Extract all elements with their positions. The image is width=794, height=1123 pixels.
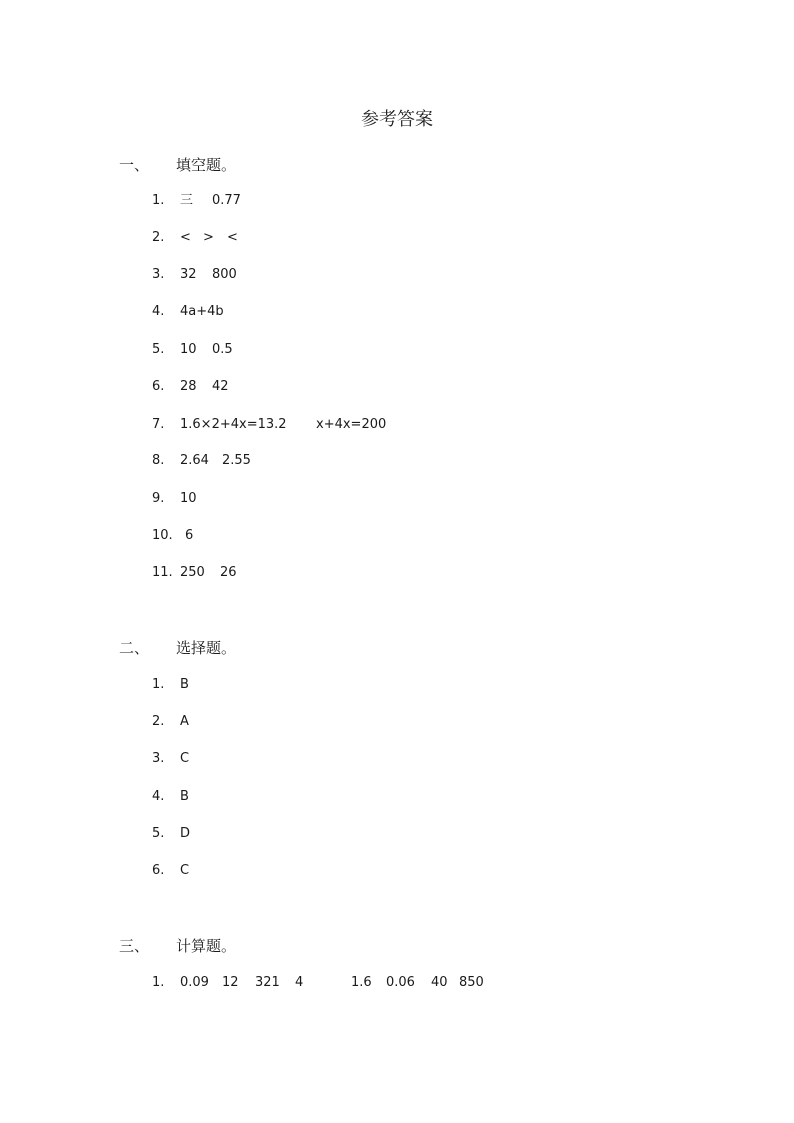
answer-row xyxy=(152,750,189,768)
answer: 6 xyxy=(185,528,194,543)
section-heading-calculation xyxy=(119,935,236,956)
answer-row xyxy=(152,452,251,470)
answer: 28 xyxy=(180,379,197,394)
answer-row xyxy=(152,229,238,247)
section-number: 一、 xyxy=(119,156,150,174)
answer: x+4x=200 xyxy=(316,417,387,432)
item-number: 10. xyxy=(152,528,173,543)
item-number: 8. xyxy=(152,453,165,468)
answer-row xyxy=(152,564,237,582)
answer-row xyxy=(152,788,189,806)
answer: 32 xyxy=(180,267,197,282)
item-number: 5. xyxy=(152,342,165,357)
answer: 1.6×2+4x=13.2 xyxy=(180,417,287,432)
answer: 0.5 xyxy=(212,342,233,357)
answer-row xyxy=(152,974,484,992)
section-label: 计算题。 xyxy=(176,937,237,955)
answer: 12 xyxy=(222,975,239,990)
answer: 250 xyxy=(180,565,205,580)
answer: C xyxy=(180,751,190,766)
answer: > xyxy=(203,230,214,245)
answer: B xyxy=(180,677,189,692)
item-number: 6. xyxy=(152,379,165,394)
section-number: 三、 xyxy=(119,937,150,955)
answer-row xyxy=(152,378,229,396)
answer: 0.06 xyxy=(386,975,415,990)
answer-row xyxy=(152,825,190,843)
answer: D xyxy=(180,826,191,841)
answer: 2.64 xyxy=(180,453,209,468)
item-number: 3. xyxy=(152,267,165,282)
answer: C xyxy=(180,863,190,878)
answer: A xyxy=(180,714,189,729)
item-number: 5. xyxy=(152,826,165,841)
section-label: 填空题。 xyxy=(176,156,237,174)
item-number: 4. xyxy=(152,789,165,804)
answer: 42 xyxy=(212,379,229,394)
answer-row xyxy=(152,192,241,210)
answer: 0.77 xyxy=(212,193,241,208)
answer-row xyxy=(152,266,237,284)
answer: B xyxy=(180,789,189,804)
answer-row xyxy=(152,303,224,321)
answer: 三 xyxy=(180,193,194,208)
answer: 850 xyxy=(459,975,484,990)
answer: < xyxy=(180,230,191,245)
answer: 800 xyxy=(212,267,237,282)
answer: < xyxy=(227,230,238,245)
section-number: 二、 xyxy=(119,639,150,657)
answer-row xyxy=(152,341,233,359)
section-label: 选择题。 xyxy=(176,639,237,657)
answer: 4a+4b xyxy=(180,304,224,319)
answer-row xyxy=(152,862,189,880)
section-heading-multiple-choice xyxy=(119,637,236,658)
item-number: 2. xyxy=(152,230,165,245)
item-number: 11. xyxy=(152,565,173,580)
answer: 10 xyxy=(180,491,197,506)
answer-row xyxy=(152,416,386,434)
answer-row xyxy=(152,713,189,731)
answer-row xyxy=(152,490,197,508)
answer: 321 xyxy=(255,975,280,990)
item-number: 2. xyxy=(152,714,165,729)
section-heading-fill-blank xyxy=(119,154,236,175)
answer: 2.55 xyxy=(222,453,251,468)
item-number: 6. xyxy=(152,863,165,878)
page-title: 参考答案 xyxy=(361,109,433,130)
answer: 10 xyxy=(180,342,197,357)
answer-row xyxy=(152,527,193,545)
item-number: 9. xyxy=(152,491,165,506)
answer: 4 xyxy=(295,975,304,990)
answer-row xyxy=(152,676,189,694)
answer: 0.09 xyxy=(180,975,209,990)
item-number: 3. xyxy=(152,751,165,766)
answer: 1.6 xyxy=(351,975,372,990)
answer: 26 xyxy=(220,565,237,580)
item-number: 7. xyxy=(152,417,165,432)
item-number: 1. xyxy=(152,975,165,990)
answer: 40 xyxy=(431,975,448,990)
item-number: 1. xyxy=(152,677,165,692)
item-number: 4. xyxy=(152,304,165,319)
item-number: 1. xyxy=(152,193,165,208)
